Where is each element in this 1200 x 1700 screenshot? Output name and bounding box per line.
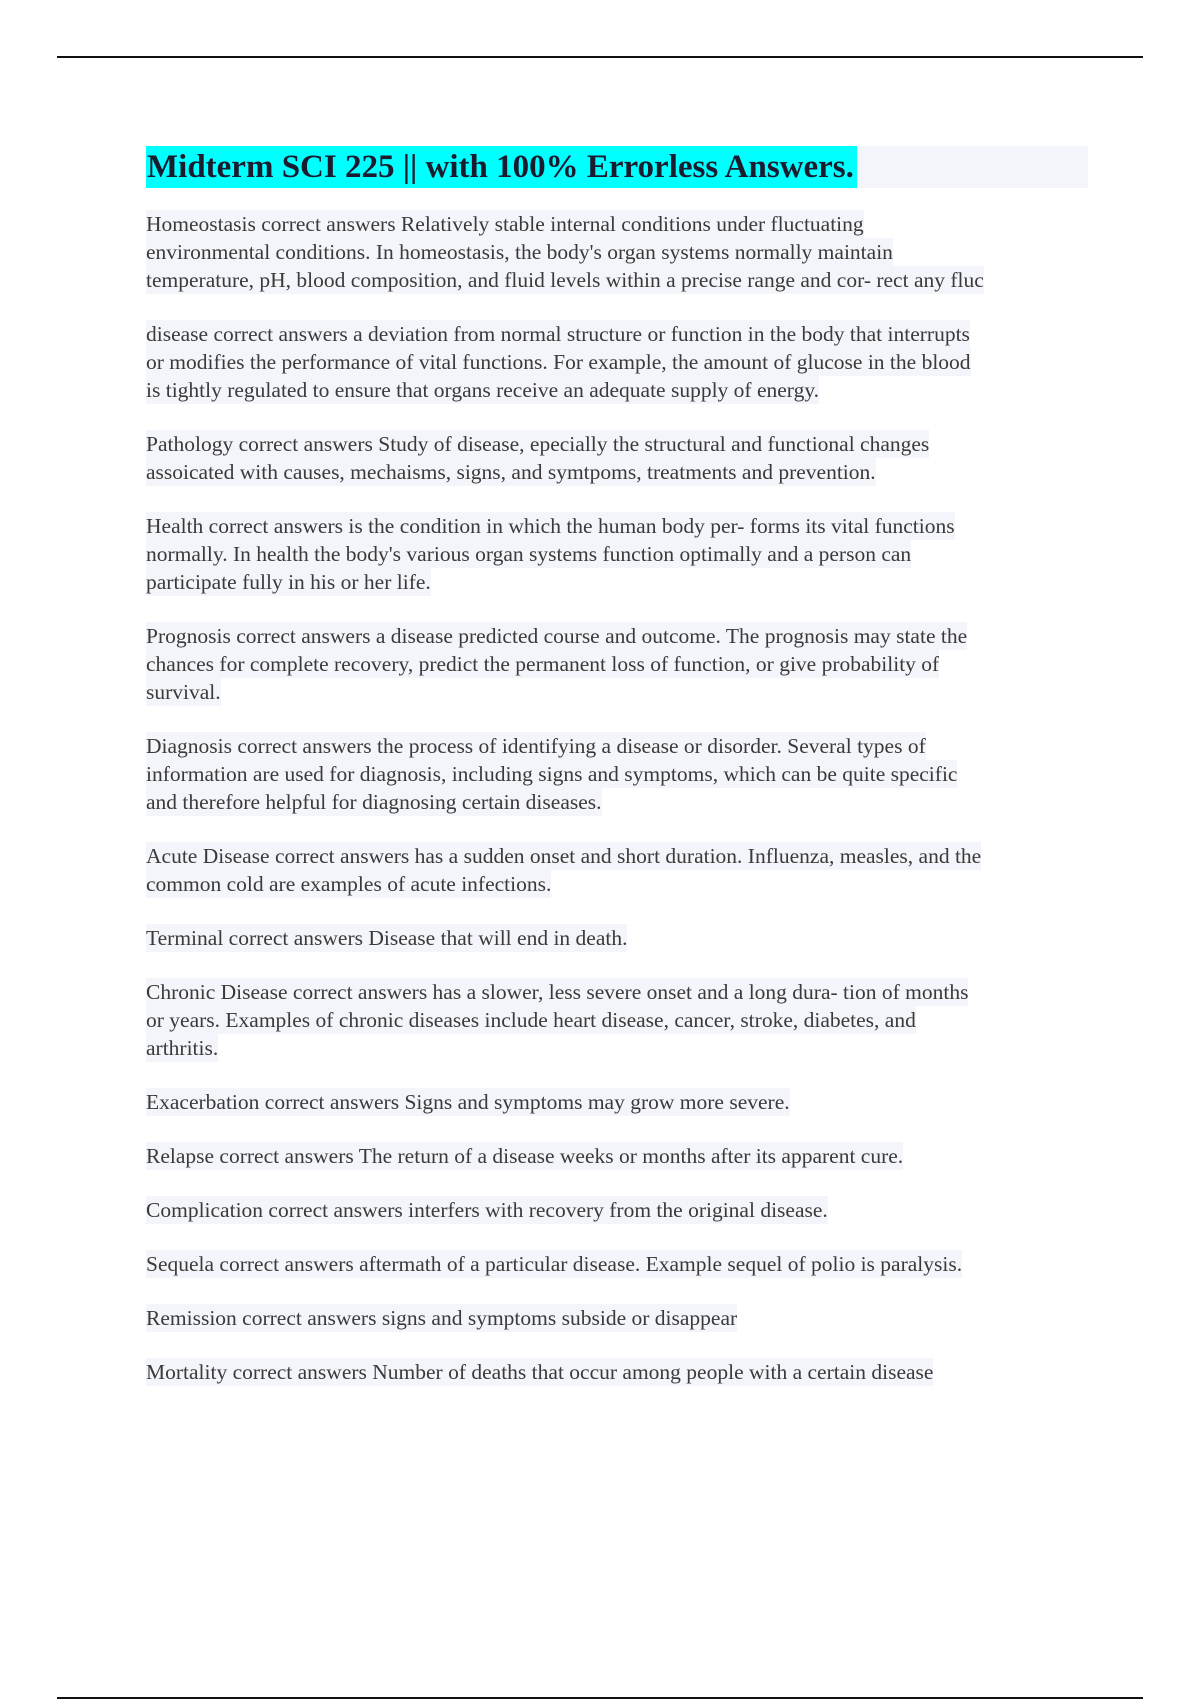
entry-line: Terminal correct answers Disease that will end in death. [146,926,628,950]
entry-line: Relapse correct answers The return of a disease weeks or months after its apparent cure. [146,1144,904,1168]
entry-line: is tightly regulated to ensure that organs receive an adequate supply of energy. [146,378,820,402]
entry-line: Health correct answers is the condition in which the human body per- forms its vital functions [146,514,955,538]
entry-line: assoicated with causes, mechaisms, signs, and symtpoms, treatments and prevention. [146,460,876,484]
qa-entry [146,924,1088,952]
entry-line: participate fully in his or her life. [146,570,431,594]
qa-entry [146,732,1088,816]
entry-line: Homeostasis correct answers Relatively stable internal conditions under fluctuating [146,212,864,236]
title-bar [146,146,1088,188]
entry-line: Pathology correct answers Study of disease, epecially the structural and functional changes [146,432,930,456]
entry-line: and therefore helpful for diagnosing certain diseases. [146,790,602,814]
qa-entry [146,210,1088,294]
entry-line: Exacerbation correct answers Signs and symptoms may grow more severe. [146,1090,790,1114]
entry-line: common cold are examples of acute infections. [146,872,552,896]
qa-entry [146,512,1088,596]
entry-line: normally. In health the body's various organ systems function optimally and a person can [146,542,912,566]
entry-line: information are used for diagnosis, including signs and symptoms, which can be quite specific [146,762,958,786]
entry-line: Sequela correct answers aftermath of a particular disease. Example sequel of polio is paralysis. [146,1252,963,1276]
qa-entry [146,430,1088,486]
qa-entry [146,320,1088,404]
entry-line: temperature, pH, blood composition, and fluid levels within a precise range and cor- rect any fluc [146,268,984,292]
bottom-rule [57,1697,1143,1699]
entry-line: environmental conditions. In homeostasis, the body's organ systems normally maintain [146,240,893,264]
entry-line: Mortality correct answers Number of deaths that occur among people with a certain disease [146,1360,934,1384]
entry-line: Chronic Disease correct answers has a slower, less severe onset and a long dura- tion of months [146,980,969,1004]
document-body [146,146,1088,1412]
qa-entry [146,978,1088,1062]
qa-entry [146,622,1088,706]
qa-entry [146,1196,1088,1224]
entry-line: or years. Examples of chronic diseases include heart disease, cancer, stroke, diabetes, and [146,1008,916,1032]
entry-line: survival. [146,680,221,704]
qa-entry [146,1358,1088,1386]
document-title: Midterm SCI 225 || with 100% Errorless Answers. [146,146,857,188]
entry-line: Diagnosis correct answers the process of identifying a disease or disorder. Several types of [146,734,926,758]
qa-entry [146,842,1088,898]
entry-line: chances for complete recovery, predict the permanent loss of function, or give probability of [146,652,940,676]
entry-line: arthritis. [146,1036,219,1060]
qa-entry [146,1304,1088,1332]
entry-line: Prognosis correct answers a disease predicted course and outcome. The prognosis may state the [146,624,968,648]
top-rule [57,56,1143,58]
entry-line: disease correct answers a deviation from normal structure or function in the body that interrupts [146,322,970,346]
qa-entry [146,1250,1088,1278]
entry-line: or modifies the performance of vital functions. For example, the amount of glucose in the blood [146,350,971,374]
entry-line: Remission correct answers signs and symptoms subside or disappear [146,1306,738,1330]
entry-line: Complication correct answers interfers with recovery from the original disease. [146,1198,828,1222]
qa-entry [146,1088,1088,1116]
qa-entry [146,1142,1088,1170]
entry-list [146,210,1088,1386]
entry-line: Acute Disease correct answers has a sudden onset and short duration. Influenza, measles, and the [146,844,982,868]
